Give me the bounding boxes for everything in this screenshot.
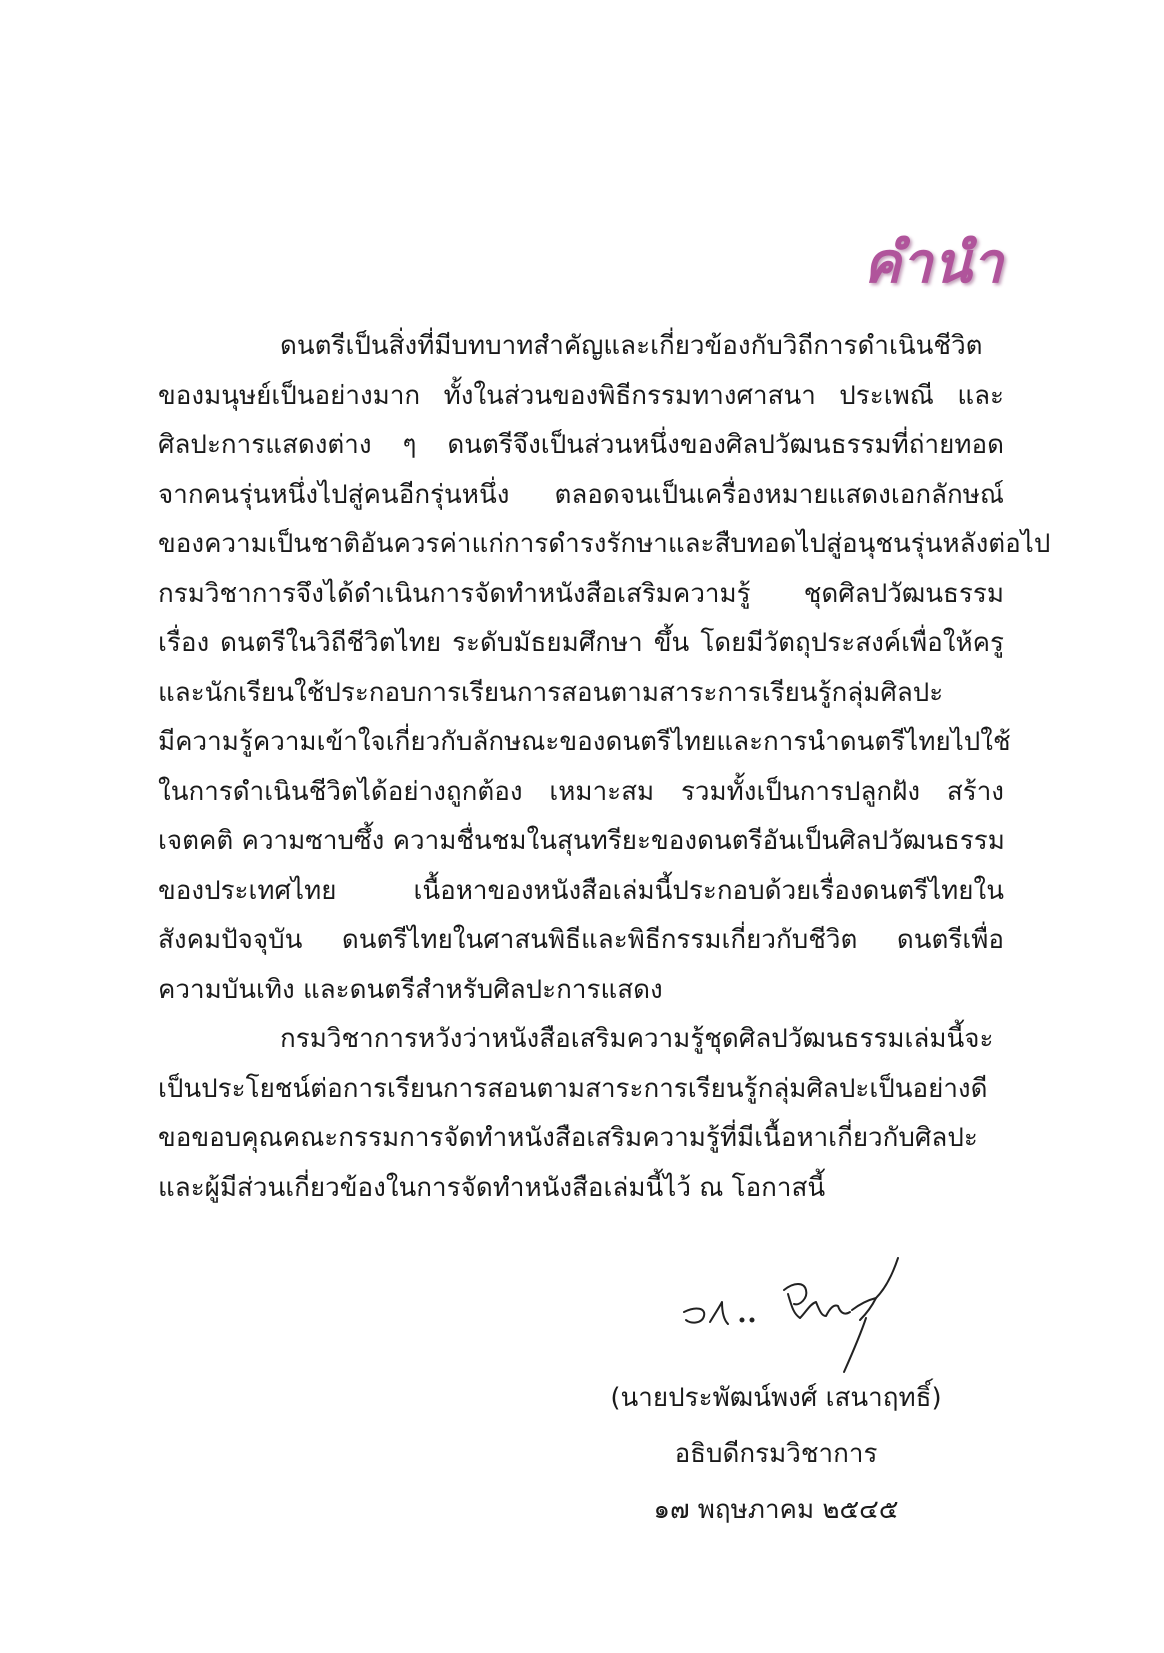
signatory-name: (นายประพัฒน์พงศ์ เสนาฤทธิ์) (610, 1383, 942, 1413)
paragraph-1-line: เรื่อง ดนตรีในวิถีชีวิตไทย ระดับมัธยมศึกษา ขึ้น โดยมีวัตถุประสงค์เพื่อให้ครู (158, 628, 1004, 658)
paragraph-1-line: ความบันเทิง และดนตรีสำหรับศิลปะการแสดง (158, 974, 663, 1005)
paragraph-1-line: สังคมปัจจุบัน ดนตรีไทยในศาสนพิธีและพิธีกรรมเกี่ยวกับชีวิต ดนตรีเพื่อ (158, 925, 1004, 955)
paragraph-2-line: ขอขอบคุณคณะกรรมการจัดทำหนังสือเสริมความรู้ที่มีเนื้อหาเกี่ยวกับศิลปะ (158, 1123, 978, 1153)
paragraph-1-line: ของประเทศไทย เนื้อหาของหนังสือเล่มนี้ประกอบด้วยเรื่องดนตรีไทยใน (158, 875, 1004, 906)
signature-block (596, 1370, 956, 1538)
paragraph-1-line: และนักเรียนใช้ประกอบการเรียนการสอนตามสาระการเรียนรู้กลุ่มศิลปะ (158, 677, 944, 708)
signatory-title: อธิบดีกรมวิชาการ (674, 1439, 878, 1469)
paragraph-2-line: และผู้มีส่วนเกี่ยวข้องในการจัดทำหนังสือเล่มนี้ไว้ ณ โอกาสนี้ (158, 1172, 826, 1203)
foreword-body (158, 322, 1051, 1213)
paragraph-1-line: กรมวิชาการจึงได้ดำเนินการจัดทำหนังสือเสริมความรู้ ชุดศิลปวัฒนธรรม (158, 578, 1004, 609)
paragraph-1-line: เจตคติ ความซาบซึ้ง ความชื่นชมในสุนทรียะของดนตรีอันเป็นศิลปวัฒนธรรม (158, 826, 1005, 856)
paragraph-2-line: เป็นประโยชน์ต่อการเรียนการสอนตามสาระการเรียนรู้กลุ่มศิลปะเป็นอย่างดี (158, 1073, 988, 1104)
paragraph-1-line: ของความเป็นชาติอันควรค่าแก่การดำรงรักษาและสืบทอดไปสู่อนุชนรุ่นหลังต่อไป (158, 529, 1051, 559)
page-heading: คำนำ (863, 230, 1004, 296)
paragraph-1-line: ศิลปะการแสดงต่าง ๆ ดนตรีจึงเป็นส่วนหนึ่งของศิลปวัฒนธรรมที่ถ่ายทอด (158, 430, 1004, 460)
signature-date: ๑๗ พฤษภาคม ๒๕๔๕ (653, 1495, 899, 1525)
paragraph-1-line: ดนตรีเป็นสิ่งที่มีบทบาทสำคัญและเกี่ยวข้องกับวิถีการดำเนินชีวิต (280, 331, 983, 361)
paragraph-1-line: ในการดำเนินชีวิตได้อย่างถูกต้อง เหมาะสม รวมทั้งเป็นการปลูกฝัง สร้าง (158, 776, 1004, 807)
paragraph-1-line: ของมนุษย์เป็นอย่างมาก ทั้งในส่วนของพิธีกรรมทางศาสนา ประเพณี และ (158, 380, 1004, 411)
paragraph-1-line: มีความรู้ความเข้าใจเกี่ยวกับลักษณะของดนตรีไทยและการนำดนตรีไทยไปใช้ (158, 727, 1011, 757)
handwritten-signature (676, 1254, 910, 1376)
paragraph-2-line: กรมวิชาการหวังว่าหนังสือเสริมความรู้ชุดศิลปวัฒนธรรมเล่มนี้จะ (280, 1024, 994, 1054)
paragraph-1-line: จากคนรุ่นหนึ่งไปสู่คนอีกรุ่นหนึ่ง ตลอดจนเป็นเครื่องหมายแสดงเอกลักษณ์ (158, 479, 1004, 510)
